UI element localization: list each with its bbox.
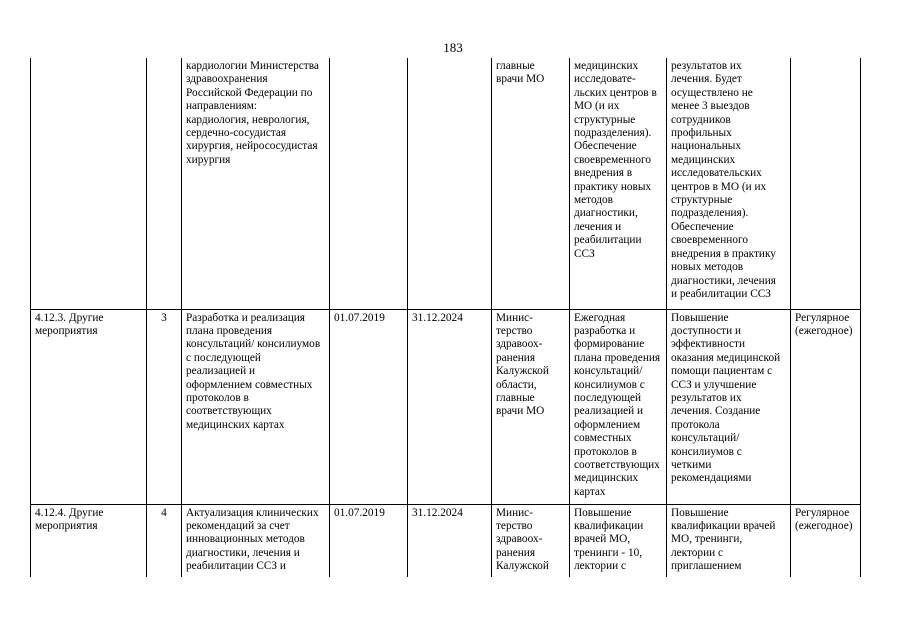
cell-end-date: 31.12.2024 — [408, 309, 492, 504]
cell-activity-name: 4.12.4. Другие мероприятия — [31, 504, 147, 577]
cell-description: кардиологии Министерства здравоохранения Российской Федерации по направлениям: кардиология, неврология, сердечно-сосудистая хирургия, нейрососудистая хирургия — [182, 58, 330, 309]
table-row — [31, 504, 861, 577]
cell-target-result: результатов их лечения. Будет осуществлено не менее 3 выездов сотрудников профильных национальных медицинских исследовательских центров в МО (и их структурные подразделения). Обеспечение своевременного внедрения в практику новых методов диагностики, лечения и реабилитации ССЗ — [667, 58, 791, 309]
cell-start-date: 01.07.2019 — [330, 309, 408, 504]
table-row — [31, 309, 861, 504]
cell-item-number: 4 — [147, 504, 182, 577]
cell-responsible: Минис- терство здравоох- ранения Калужской — [492, 504, 570, 577]
cell-start-date — [330, 58, 408, 309]
activities-table — [30, 58, 861, 577]
cell-target-result: Повышение доступности и эффективности оказания медицинской помощи пациентам с ССЗ и улучшение результатов их лечения. Создание протокола консультаций/ консилиумов с четкими рекомендациями — [667, 309, 791, 504]
cell-expected-result: Повышение квалификации врачей МО, тренинги - 10, лектории с — [570, 504, 667, 577]
cell-item-number — [147, 58, 182, 309]
cell-expected-result: медицинских исследовате- льских центров в МО (и их структурные подразделения). Обеспечение своевременного внедрения в практику новых методов диагностики, лечения и реабилитации ССЗ — [570, 58, 667, 309]
cell-start-date: 01.07.2019 — [330, 504, 408, 577]
cell-responsible: Минис- терство здравоох- ранения Калужской области, главные врачи МО — [492, 309, 570, 504]
cell-target-result: Повышение квалификации врачей МО, тренинги, лектории с приглашением — [667, 504, 791, 577]
table-row — [31, 58, 861, 309]
cell-responsible: главные врачи МО — [492, 58, 570, 309]
cell-description: Разработка и реализация плана проведения консультаций/ консилиумов с последующей реализацией и оформлением совместных протоколов в соответствующих медицинских картах — [182, 309, 330, 504]
cell-periodicity: Регулярное (ежегодное) — [791, 309, 861, 504]
cell-periodicity: Регулярное (ежегодное) — [791, 504, 861, 577]
cell-item-number: 3 — [147, 309, 182, 504]
cell-periodicity — [791, 58, 861, 309]
cell-end-date — [408, 58, 492, 309]
cell-description: Актуализация клинических рекомендаций за счет инновационных методов диагностики, лечения и реабилитации ССЗ и — [182, 504, 330, 577]
page-number: 183 — [443, 40, 463, 55]
cell-activity-name — [31, 58, 147, 309]
cell-expected-result: Ежегодная разработка и формирование плана проведения консультаций/ консилиумов с последующей реализацией и оформлением совместных протоколов в соответствующих медицинских картах — [570, 309, 667, 504]
cell-activity-name: 4.12.3. Другие мероприятия — [31, 309, 147, 504]
cell-end-date: 31.12.2024 — [408, 504, 492, 577]
